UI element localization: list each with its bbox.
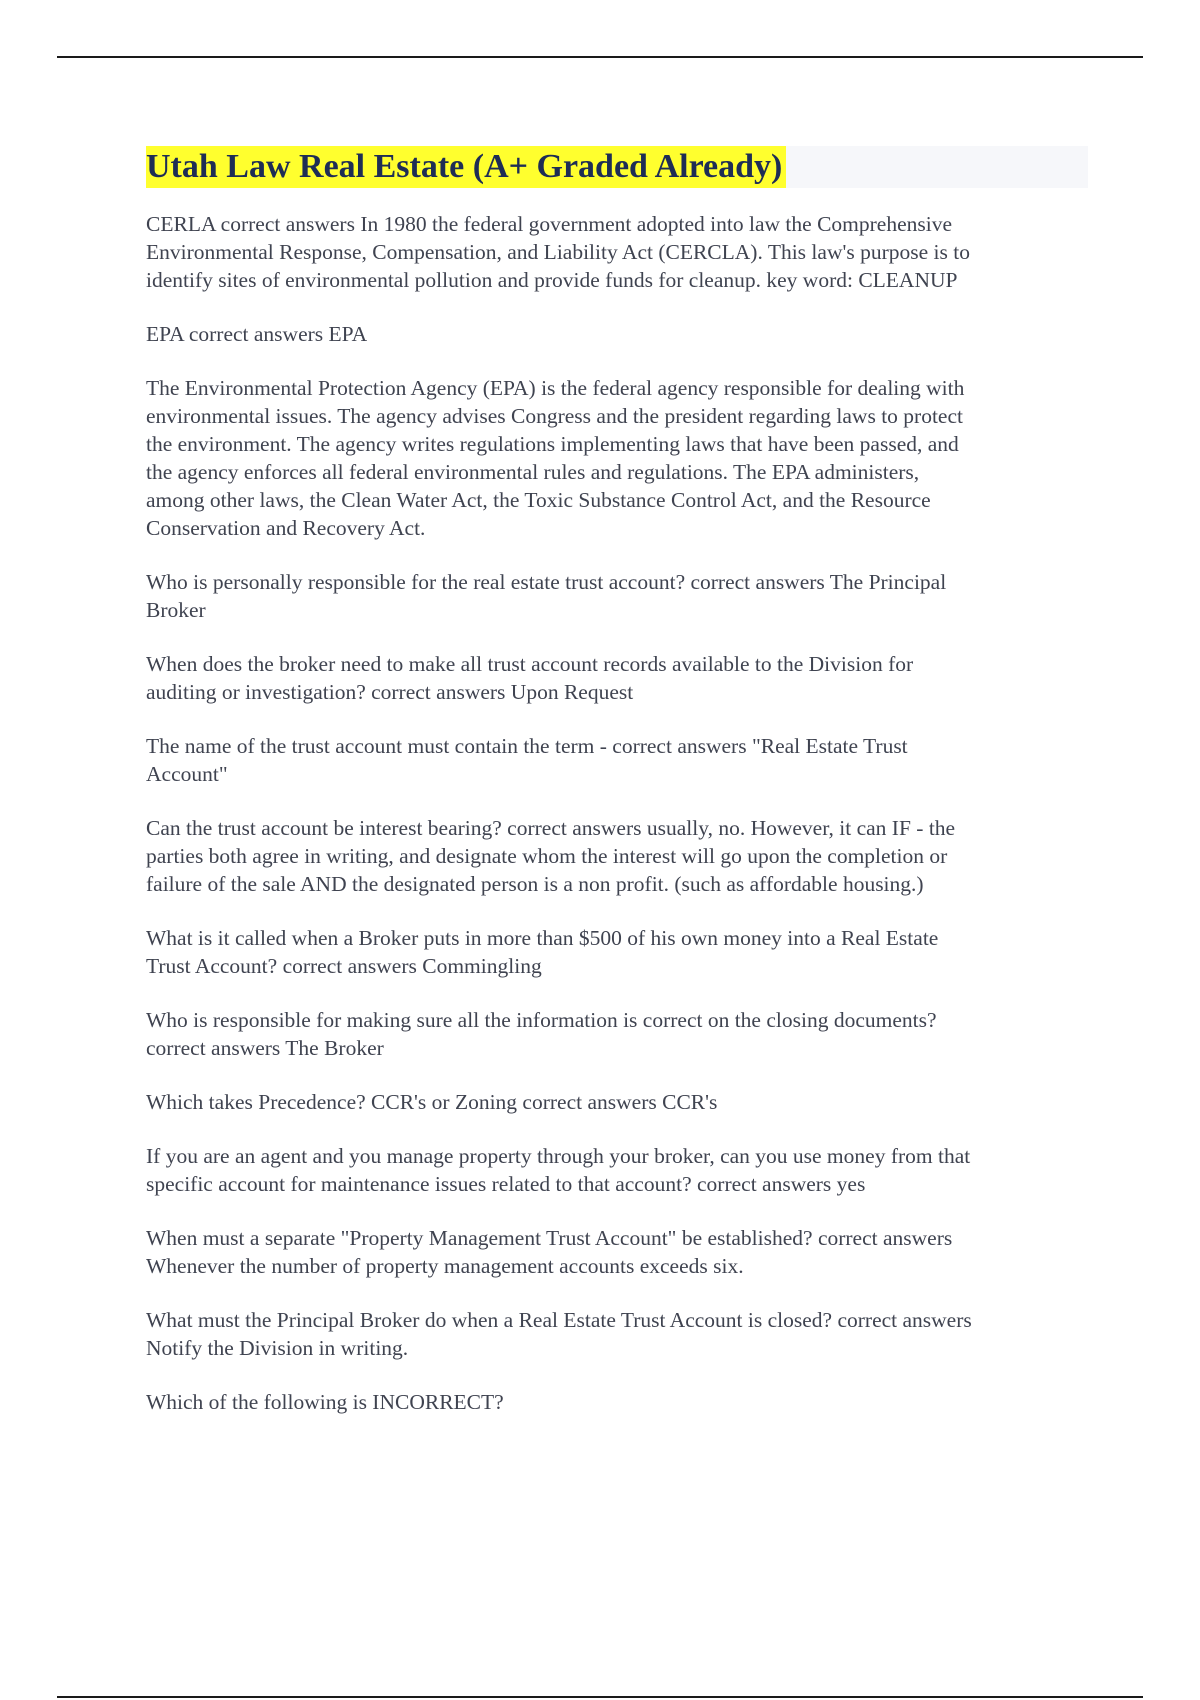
qa-paragraph-interest-bearing: Can the trust account be interest bearing? correct answers usually, no. However, it can IF - the parties both agree in writing, and designate whom the interest will go upon the completion or failure of the sale AND the designated person is a non profit. (such as affordable housing.) [146, 816, 956, 896]
qa-paragraph-epa: EPA correct answers EPA [146, 322, 368, 346]
qa-paragraph-separate-account: When must a separate "Property Management Trust Account" be established? correct answers Whenever the number of property management accounts exceeds six. [146, 1226, 953, 1278]
qa-paragraph-account-closed: What must the Principal Broker do when a Real Estate Trust Account is closed? correct answers Notify the Division in writing. [146, 1308, 972, 1360]
qa-paragraph-precedence: Which takes Precedence? CCR's or Zoning correct answers CCR's [146, 1090, 718, 1114]
qa-paragraph-records-availability: When does the broker need to make all trust account records available to the Division for auditing or investigation? correct answers Upon Request [146, 652, 914, 704]
qa-paragraph-cerla: CERLA correct answers In 1980 the federal government adopted into law the Comprehensive Environmental Response, Compensation, and Liability Act (CERCLA). This law's purpose is to identify sites of environmental pollution and provide funds for cleanup. key word: CLEANUP [146, 212, 970, 292]
bottom-rule [57, 1696, 1143, 1698]
qa-paragraph-trust-responsibility: Who is personally responsible for the real estate trust account? correct answers The Principal Broker [146, 570, 947, 622]
title-row [146, 146, 1088, 188]
qa-paragraph-trust-account-name: The name of the trust account must contain the term - correct answers "Real Estate Trust Account" [146, 734, 908, 786]
qa-paragraph-incorrect-question: Which of the following is INCORRECT? [146, 1390, 504, 1414]
paragraph-epa-description: The Environmental Protection Agency (EPA) is the federal agency responsible for dealing with environmental issues. The agency advises Congress and the president regarding laws to protect the environment. The agency writes regulations implementing laws that have been passed, and the agency enforces all federal environmental rules and regulations. The EPA administers, among other laws, the Clean Water Act, the Toxic Substance Control Act, and the Resource Conservation and Recovery Act. [146, 376, 965, 540]
qa-paragraph-commingling: What is it called when a Broker puts in more than $500 of his own money into a Real Estate Trust Account? correct answers Commingling [146, 926, 939, 978]
qa-paragraph-closing-documents: Who is responsible for making sure all the information is correct on the closing documents? correct answers The Broker [146, 1008, 937, 1060]
qa-paragraph-property-management-money: If you are an agent and you manage property through your broker, can you use money from that specific account for maintenance issues related to that account? correct answers yes [146, 1144, 971, 1196]
top-rule [57, 56, 1143, 58]
document-body [146, 146, 1088, 1442]
document-title: Utah Law Real Estate (A+ Graded Already) [146, 146, 786, 188]
